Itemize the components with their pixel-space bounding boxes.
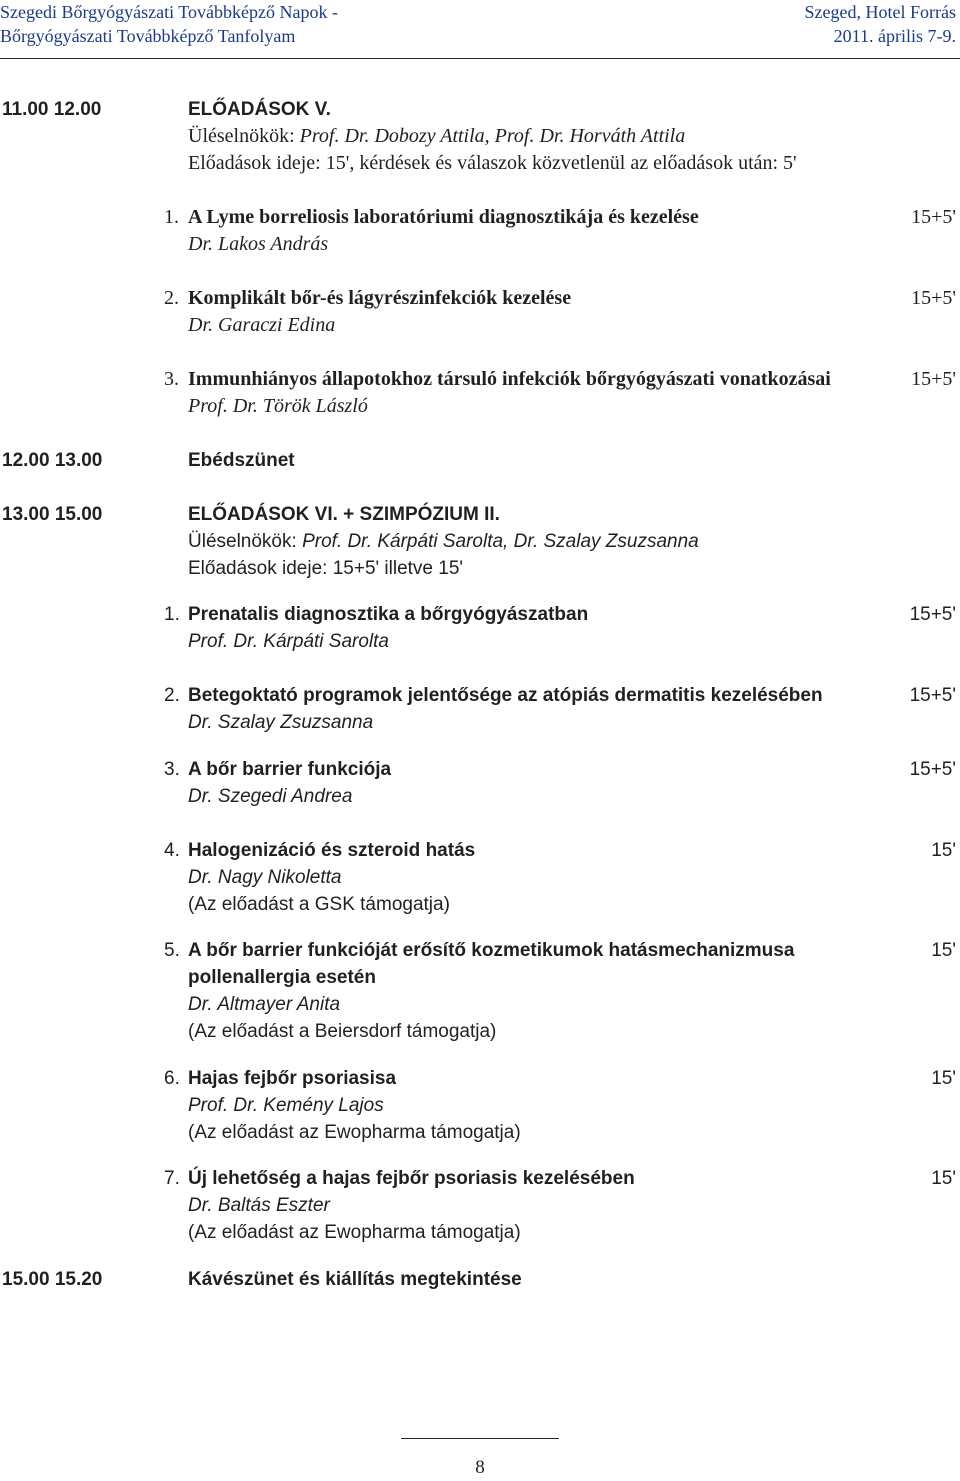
talk-speaker: Dr. Szegedi Andrea [188, 786, 353, 807]
header-right [805, 0, 956, 48]
talk-title: A bőr barrier funkcióját erősítő kozmetikumok hatásmechanizmusa [188, 940, 795, 961]
talk-speaker: Prof. Dr. Kemény Lajos [188, 1095, 384, 1116]
talk-sponsor-note: (Az előadást az Ewopharma támogatja) [188, 1222, 521, 1243]
chairs-label: Üléselnökök: [188, 125, 300, 147]
talk-number: 2. [164, 685, 180, 706]
talk-duration: 15+5' [909, 685, 956, 706]
talk-sponsor-note: (Az előadást a GSK támogatja) [188, 894, 450, 915]
break-title: Kávészünet és kiállítás megtekintése [188, 1269, 522, 1290]
talk-title: Új lehetőség a hajas fejbőr psoriasis kezelésében [188, 1168, 635, 1189]
talk-speaker: Dr. Garaczi Edina [188, 314, 336, 336]
talk-speaker: Prof. Dr. Kárpáti Sarolta [188, 631, 389, 652]
talk-duration: 15' [931, 1168, 956, 1189]
header-date: 2011. április 7-9. [833, 26, 956, 46]
talk-number: 2. [164, 287, 179, 309]
talk-number: 3. [164, 368, 179, 390]
lunch-title: Ebédszünet [188, 450, 295, 471]
talk-title: A Lyme borreliosis laboratóriumi diagnosztikája és kezelése [188, 206, 699, 228]
header-left [0, 0, 338, 48]
talk-duration: 15' [931, 1068, 956, 1089]
header-event-name: Szegedi Bőrgyógyászati Továbbképző Napok - [0, 2, 338, 22]
talk-duration: 15+5' [911, 206, 956, 228]
lunch-time: 12.00 13.00 [2, 450, 103, 471]
talk-sponsor-note: (Az előadást az Ewopharma támogatja) [188, 1122, 521, 1143]
talk-speaker: Dr. Szalay Zsuzsanna [188, 712, 374, 733]
talk-speaker: Prof. Dr. Török László [188, 395, 368, 417]
talk-speaker: Dr. Nagy Nikoletta [188, 867, 342, 888]
session-chairs [188, 528, 699, 555]
talk-number: 7. [164, 1168, 180, 1189]
talk-speaker: Dr. Altmayer Anita [188, 994, 341, 1015]
talk-title: Komplikált bőr-és lágyrészinfekciók kezelése [188, 287, 572, 309]
talk-sponsor-note: (Az előadást a Beiersdorf támogatja) [188, 1021, 497, 1042]
session-title: ELŐADÁSOK V. [188, 99, 331, 120]
talk-number: 3. [164, 759, 180, 780]
session-duration-note: Előadások ideje: 15+5' illetve 15' [188, 558, 464, 579]
session-time: 13.00 15.00 [2, 504, 103, 525]
talk-duration: 15+5' [909, 759, 956, 780]
talk-duration: 15' [931, 840, 956, 861]
chairs-names: Prof. Dr. Dobozy Attila, Prof. Dr. Horváth Attila [299, 125, 686, 147]
talk-number: 5. [164, 940, 180, 961]
session-title: ELŐADÁSOK VI. + SZIMPÓZIUM II. [188, 504, 500, 525]
talk-title: Halogenizáció és szteroid hatás [188, 840, 476, 861]
talk-number: 4. [164, 840, 180, 861]
talk-speaker: Dr. Lakos András [188, 233, 329, 255]
talk-duration: 15+5' [909, 604, 956, 625]
talk-title: Hajas fejbőr psoriasisa [188, 1068, 397, 1089]
talk-title: Betegoktató programok jelentősége az atópiás dermatitis kezelésében [188, 685, 823, 706]
session-duration-note: Előadások ideje: 15', kérdések és válaszok közvetlenül az előadások után: 5' [188, 152, 797, 174]
talk-title-continuation: pollenallergia esetén [188, 967, 376, 988]
chairs-names: Prof. Dr. Kárpáti Sarolta, Dr. Szalay Zsuzsanna [302, 531, 699, 552]
header-divider [0, 58, 960, 59]
page-number: 8 [475, 1457, 485, 1478]
session-chairs [188, 123, 685, 150]
talk-duration: 15' [931, 940, 956, 961]
header-venue: Szeged, Hotel Forrás [804, 2, 956, 22]
talk-number: 1. [164, 206, 179, 228]
page-header [0, 0, 960, 54]
footer-divider [401, 1438, 559, 1439]
header-event-subtitle: Bőrgyógyászati Továbbképző Tanfolyam [0, 26, 296, 46]
chairs-label: Üléselnökök: [188, 531, 303, 552]
talk-number: 6. [164, 1068, 180, 1089]
talk-title: Prenatalis diagnosztika a bőrgyógyászatban [188, 604, 589, 625]
talk-duration: 15+5' [911, 287, 956, 309]
talk-duration: 15+5' [911, 368, 956, 390]
talk-speaker: Dr. Baltás Eszter [188, 1195, 330, 1216]
talk-number: 1. [164, 604, 180, 625]
talk-title: A bőr barrier funkciója [188, 759, 392, 780]
session-time: 11.00 12.00 [2, 99, 102, 120]
talk-title: Immunhiányos állapotokhoz társuló infekciók bőrgyógyászati vonatkozásai [188, 368, 831, 390]
break-time: 15.00 15.20 [2, 1269, 103, 1290]
